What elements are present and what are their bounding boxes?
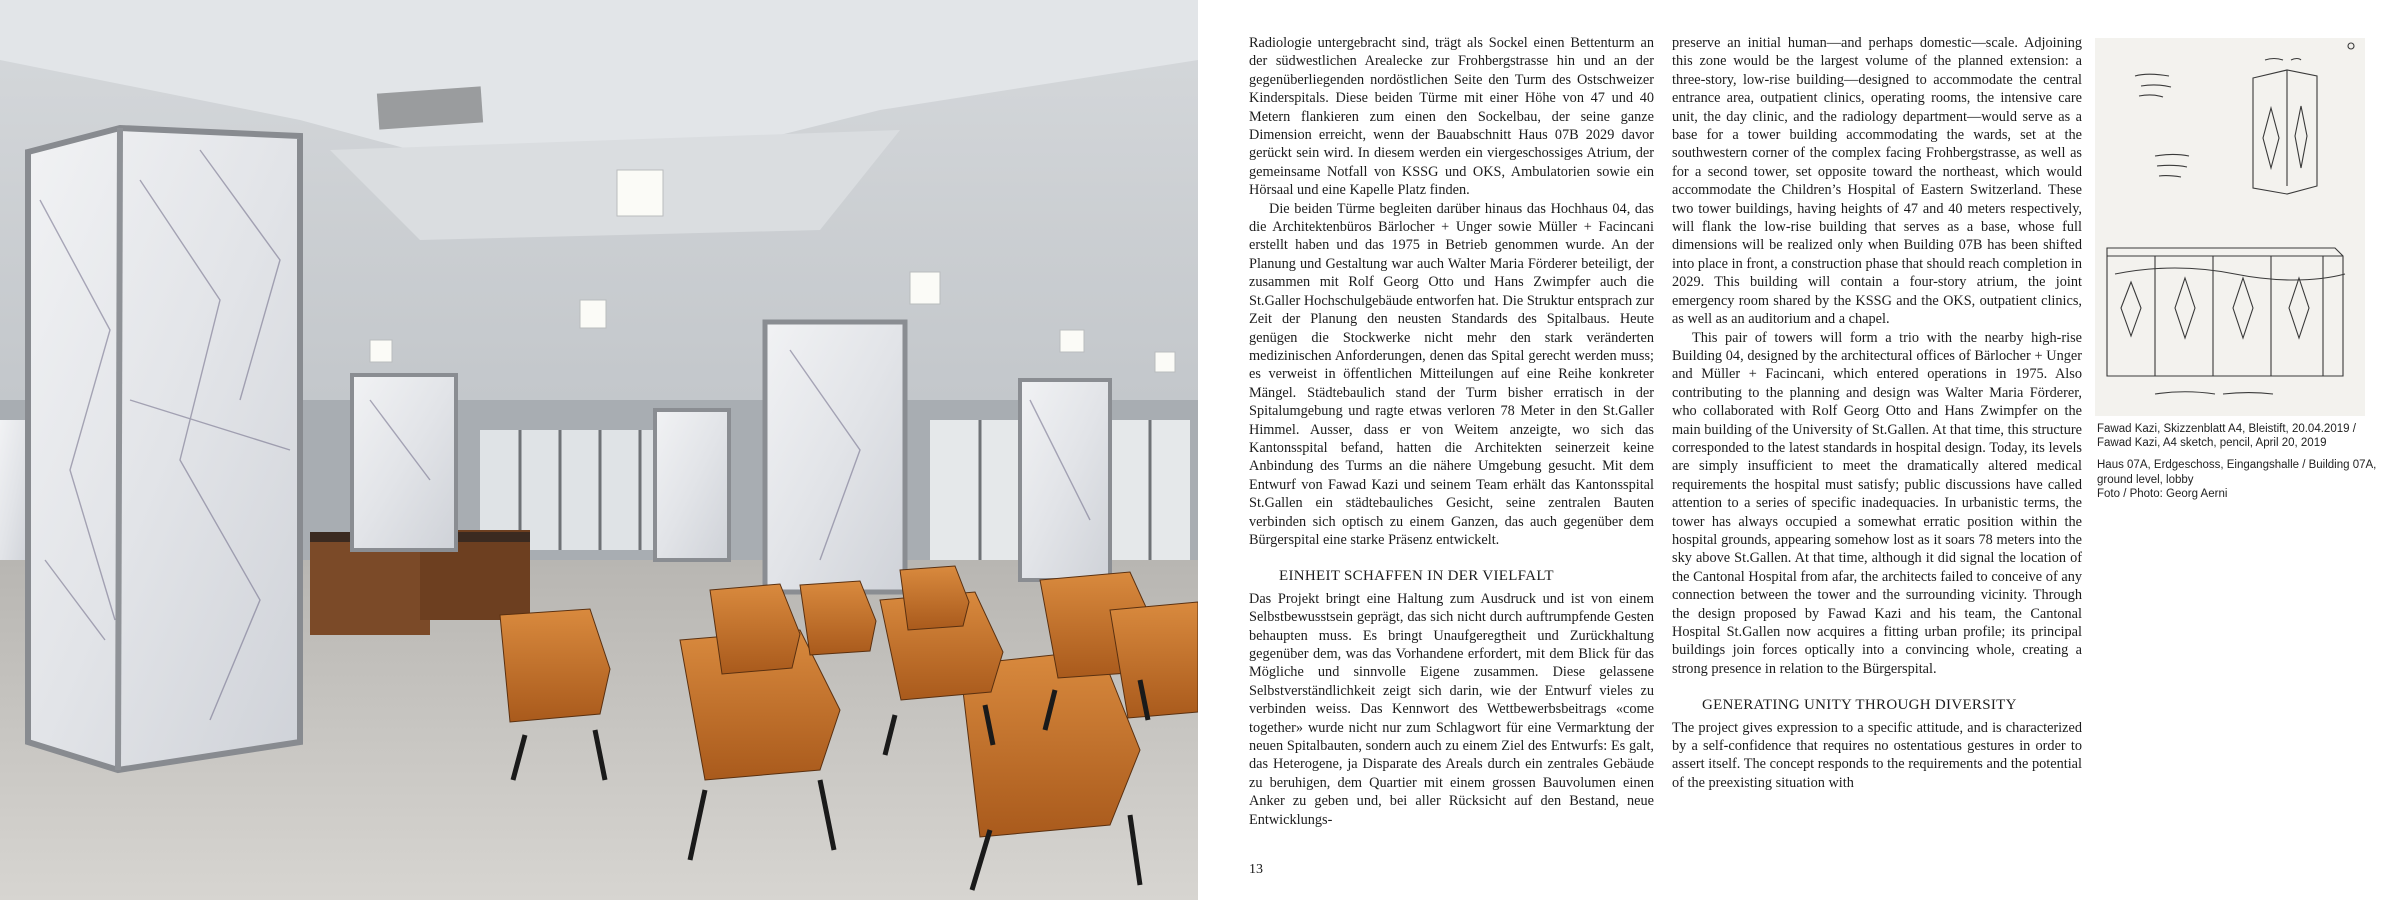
page-number: 13 [1249,862,1263,877]
pencil-sketch [2095,38,2365,416]
lobby-photo [0,0,1198,900]
photo-caption: Haus 07A, Erdgeschoss, Eingangshalle / Building 07A, ground level, lobby [2097,459,2377,486]
english-paragraph: The project gives expression to a specific attitude, and is characterized by a self-confidence that requires no ostentatious gestures in order to assert itself. The concept responds to the requirements and the potential of the preexisting situation with [1672,719,2082,791]
english-column [1672,34,2082,792]
german-column [1249,34,1654,829]
english-heading: GENERATING UNITY THROUGH DIVERSITY [1702,697,2017,714]
sketch-caption: Fawad Kazi, Skizzenblatt A4, Bleistift, 20.04.2019 / Fawad Kazi, A4 sketch, pencil, April 20, 2019 [2097,423,2356,450]
german-paragraph: Radiologie untergebracht sind, trägt als Sockel einen Bettenturm an der südwestlichen Arealecke zur Frohbergstrasse hin und an der gegenüberliegenden nordöstlichen Seite den Turm des Ostschweizer Kinderspitals. Diese beiden Türme mit einer Höhe von 47 und 40 Metern flankieren zum einen den Sockelbau, der seine ganze Dimension erreicht, wenn der Bauabschnitt Haus 07B 2029 davor gerückt sein wird. In diesem werden ein viergeschossiges Atrium, der gemeinsame Notfall von KSSG und OKS, Ambulatorien sowie ein Hörsaal und eine Kapelle Platz finden. [1249,35,1654,199]
german-heading: EINHEIT SCHAFFEN IN DER VIELFALT [1279,568,1554,585]
german-paragraph: Das Projekt bringt eine Haltung zum Ausdruck und ist von einem Selbstbewusstsein geprägt, das sich nicht durch auftrumpfende Gesten behaupten muss. Es bringt Unaufgeregtheit und Zurückhaltung gegenüber dem, was das Vorhandene erfordert, mit dem Blick für das Mögliche und sinnvolle Eigene zusammen. Diese gelassene Selbstverständlichkeit zeigt sich darin, wie der Entwurf vieles zu verbinden weiss. Das Kennwort des Wettbewerbsbeitrags «come together» wurde nicht nur zum Schlagwort für eine Vermarktung der neuen Spitalbauten, sondern auch zu einem Ziel des Entwurfs: Es galt, das Heterogene, ja Disparate des Areals durch ein zentrales Gebäude zu beruhigen, dem Quartier mit einem grossen Bauvolumen einen Anker zu geben und, bei aller Rücksicht auf den Bestand, neue Entwicklungs- [1249,590,1654,828]
photo-credit: Foto / Photo: Georg Aerni [2097,487,2228,500]
english-paragraph: preserve an initial human—and perhaps domestic—scale. Adjoining this zone would be the largest volume of the planned extension: a three-story, low-rise building—designed to accommodate the central entrance area, outpatient clinics, operating rooms, the intensive care unit, the day clinic, and the radiology department—would serve as a base for a tower building accommodating the wards, set at the southwestern corner of the complex facing Frohbergstrasse, as well as for a second tower, set opposite toward the northeast, which would accommodate the Children’s Hospital of Eastern Switzerland. These two tower buildings, having heights of 47 and 40 meters respectively, will flank the low-rise building that serves as a base, whose full dimensions will be realized only when Building 07B has been shifted into place in front, a construction phase that should reach completion in 2029. This building will contain a four-story atrium, the joint emergency room shared by the KSSG and the OKS, outpatient clinics, as well as an auditorium and a chapel. [1672,35,2082,328]
english-paragraph: This pair of towers will form a trio with the nearby high-rise Building 04, designed by the architectural offices of Bärlocher + Unger and Müller + Facincani, which entered operations in 1975. Also contributing to the planning and design was Walter Maria Förderer, who collaborated with Rolf Georg Otto and Hans Zwimpfer on the main building of the University of St.Gallen. At that time, this structure corresponded to the latest standards in hospital design. Today, its levels are simply insufficient to meet the dramatically altered medical requirements the hospital must satisfy; public discussions have called attention to a series of specific inadequacies. In urbanistic terms, the tower has always occupied a somewhat erratic position within the hospital grounds, appearing somehow lost as it soars 78 meters into the sky above St.Gallen. At that time, although it did signal the location of the Cantonal Hospital from afar, the architects failed to conceive of any connection between the tower and the surrounding vicinity. Through the design proposed by Fawad Kazi and his team, the Cantonal Hospital St.Gallen now acquires a fitting urban profile; its principal buildings join forces optically into a convincing whole, creating a strong presence in relation to the Bürgerspital. [1672,329,2082,677]
captions [2097,422,2387,509]
german-paragraph: Die beiden Türme begleiten darüber hinaus das Hochhaus 04, das die Architektenbüros Bärlocher + Unger sowie Müller + Facincani erstellt haben und das 1975 in Betrieb genommen wurde. An der Planung und Gestaltung war auch Walter Maria Förderer beteiligt, der zusammen mit Rolf Georg Otto und Hans Zwimpfer auch die St.Galler Hochschulgebäude entworfen hat. Die Struktur entsprach zur Zeit der Planung den neusten Standards des Spitalbaus. Heute genügen die Stockwerke nicht mehr den stark veränderten medizinischen Anforderungen, denen das Spital gerecht werden muss; es verweist in öffentlichen Mitteilungen auf eine Reihe konkreter Mängel. Städtebaulich stand der Turm bisher erratisch in der Spitalumgebung und ragte etwas verloren 78 Meter in den St.Galler Himmel. Ausser, dass er von Weitem anzeigte, wo sich das Kantonsspital befand, hatten die Architekten seinerzeit keine Anbindung des Turms an die nähere Umgebung gesucht. Mit dem Entwurf von Fawad Kazi und seinem Team erhält das Kantonsspital St.Gallen ein städtebauliches Gesicht, seine zentralen Bauten verbinden sich optisch zu einem Ganzen, das auch gegenüber dem Bürgerspital eine starke Präsenz entwickelt. [1249,200,1654,548]
